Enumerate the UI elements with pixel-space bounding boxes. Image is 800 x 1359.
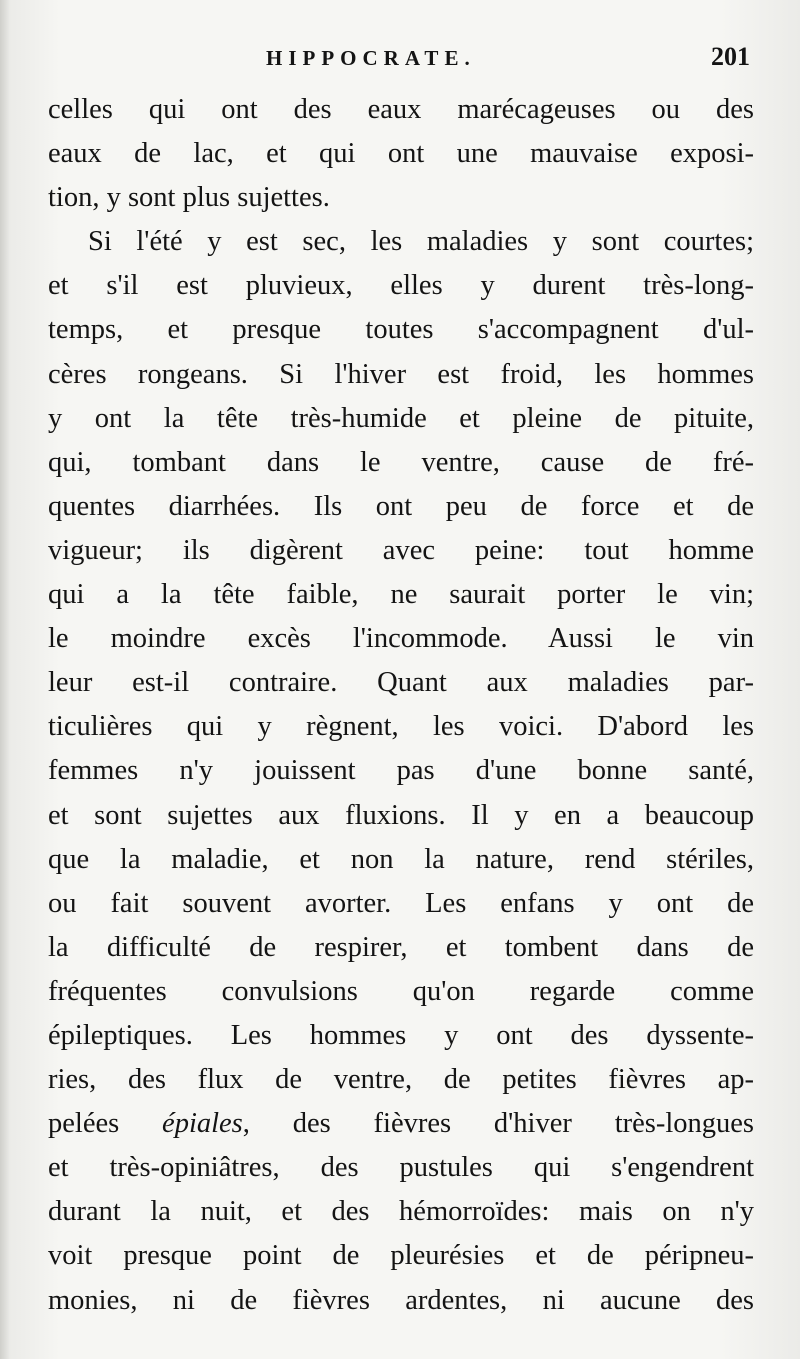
text-line: fréquentes convulsions qu'on regarde comme xyxy=(48,975,754,1007)
text-line: ries, des flux de ventre, de petites fièvres ap- xyxy=(48,1064,754,1096)
text-line: Si l'été y est sec, les maladies y sont courtes; xyxy=(88,226,754,258)
text-line: et s'il est pluvieux, elles y durent très-long- xyxy=(48,270,754,302)
text-line: eaux de lac, et qui ont une mauvaise exposi- xyxy=(48,138,754,170)
text-line: monies, ni de fièvres ardentes, ni aucune des xyxy=(48,1284,754,1316)
text-line: femmes n'y jouissent pas d'une bonne santé, xyxy=(48,755,754,787)
text-line: y ont la tête très-humide et pleine de pituite, xyxy=(48,402,754,434)
text-line: qui, tombant dans le ventre, cause de fré- xyxy=(48,446,754,478)
text-line: qui a la tête faible, ne saurait porter le vin; xyxy=(48,579,754,611)
text-line: ticulières qui y règnent, les voici. D'abord les xyxy=(48,711,754,743)
running-head xyxy=(48,42,756,78)
text-line: le moindre excès l'incommode. Aussi le vin xyxy=(48,623,754,655)
running-title: HIPPOCRATE. xyxy=(266,46,476,70)
text-line: et très-opiniâtres, des pustules qui s'engendrent xyxy=(48,1152,754,1184)
text-line: cères rongeans. Si l'hiver est froid, les hommes xyxy=(48,358,754,390)
page-number: 201 xyxy=(711,42,750,71)
text-line: et sont sujettes aux fluxions. Il y en a beaucoup xyxy=(48,799,754,831)
text-line: la difficulté de respirer, et tombent dans de xyxy=(48,931,754,963)
text-line: celles qui ont des eaux marécageuses ou des xyxy=(48,94,754,125)
text-line: tion, y sont plus sujettes. xyxy=(48,182,330,214)
text-line: voit presque point de pleurésies et de péripneu- xyxy=(48,1240,754,1272)
text-line: quentes diarrhées. Ils ont peu de force et de xyxy=(48,490,754,522)
text-line: que la maladie, et non la nature, rend stériles, xyxy=(48,843,754,875)
text-line-with-italic xyxy=(48,1102,754,1146)
text-line: durant la nuit, et des hémorroïdes: mais on n'y xyxy=(48,1196,754,1228)
text-segment: , des fièvres d'hiver très-longues xyxy=(242,1108,754,1140)
text-line: épileptiques. Les hommes y ont des dyssente- xyxy=(48,1019,754,1051)
italic-term: épiales xyxy=(162,1108,243,1140)
text-segment: pelées xyxy=(48,1108,163,1140)
text-line: vigueur; ils digèrent avec peine: tout homme xyxy=(48,534,754,566)
text-line: temps, et presque toutes s'accompagnent d'ul- xyxy=(48,314,754,346)
page-edge-shadow xyxy=(0,0,10,1359)
text-line: ou fait souvent avorter. Les enfans y ont de xyxy=(48,887,754,919)
body-text xyxy=(48,88,754,1323)
text-line: leur est-il contraire. Quant aux maladies par- xyxy=(48,667,754,699)
